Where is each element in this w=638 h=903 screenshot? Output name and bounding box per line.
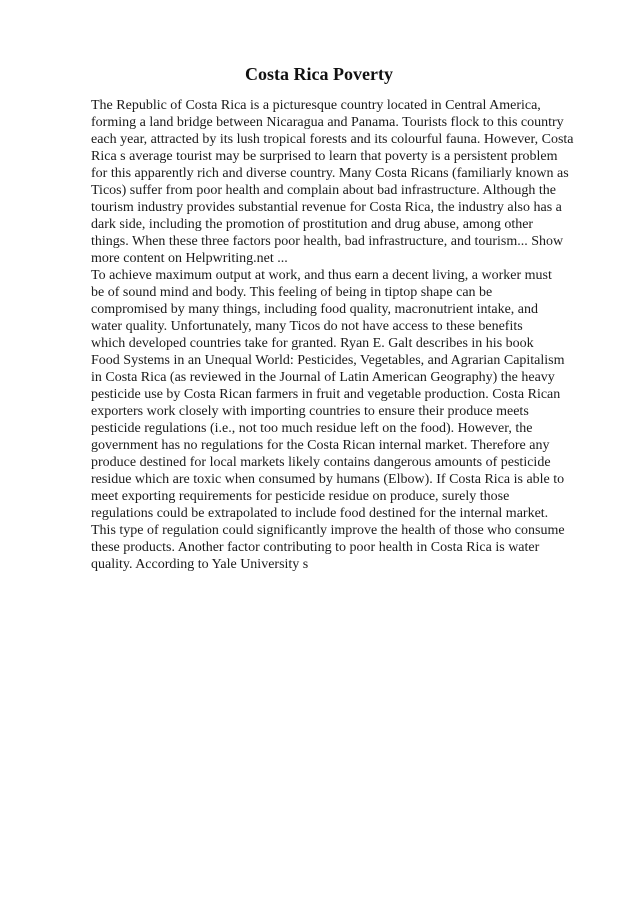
text-line: residue which are toxic when consumed by humans (Elbow). If Costa Rica is able to	[91, 472, 565, 487]
text-line: more content on Helpwriting.net ...	[91, 251, 288, 266]
text-line: compromised by many things, including food quality, macronutrient intake, and	[91, 302, 539, 317]
document-title: Costa Rica Poverty	[245, 64, 393, 84]
document-body	[91, 97, 574, 573]
text-line: each year, attracted by its lush tropical forests and its colourful fauna. However, Costa	[91, 132, 574, 147]
text-line: pesticide regulations (i.e., not too much residue left on the food). However, the	[91, 421, 533, 436]
text-line: This type of regulation could significantly improve the health of those who consume	[91, 523, 565, 538]
text-line: Ticos) suffer from poor health and complain about bad infrastructure. Although the	[91, 183, 557, 198]
text-line: in Costa Rica (as reviewed in the Journal of Latin American Geography) the heavy	[91, 370, 555, 385]
text-line: pesticide use by Costa Rican farmers in fruit and vegetable production. Costa Rican	[91, 387, 561, 402]
text-line: exporters work closely with importing countries to ensure their produce meets	[91, 404, 529, 419]
text-line: meet exporting requirements for pesticide residue on produce, surely those	[91, 489, 510, 504]
text-line: The Republic of Costa Rica is a picturesque country located in Central America,	[91, 98, 541, 113]
text-line: tourism industry provides substantial revenue for Costa Rica, the industry also has a	[91, 200, 562, 215]
text-line: these products. Another factor contributing to poor health in Costa Rica is water	[91, 540, 540, 555]
text-line: things. When these three factors poor health, bad infrastructure, and tourism... Show	[91, 234, 564, 249]
text-line: produce destined for local markets likely contains dangerous amounts of pesticide	[91, 455, 551, 470]
text-line: dark side, including the promotion of prostitution and drug abuse, among other	[91, 217, 534, 232]
text-line: government has no regulations for the Costa Rican internal market. Therefore any	[91, 438, 550, 453]
text-line: for this apparently rich and diverse country. Many Costa Ricans (familiarly known as	[91, 166, 569, 181]
text-line: be of sound mind and body. This feeling of being in tiptop shape can be	[91, 285, 493, 300]
text-line: which developed countries take for granted. Ryan E. Galt describes in his book	[91, 336, 534, 351]
text-line: Rica s average tourist may be surprised to learn that poverty is a persistent problem	[91, 149, 558, 164]
text-line: quality. According to Yale University s	[91, 557, 309, 572]
text-line: Food Systems in an Unequal World: Pesticides, Vegetables, and Agrarian Capitalism	[91, 353, 565, 368]
text-line: To achieve maximum output at work, and thus earn a decent living, a worker must	[91, 268, 552, 283]
text-line: water quality. Unfortunately, many Ticos do not have access to these benefits	[91, 319, 523, 334]
text-line: forming a land bridge between Nicaragua and Panama. Tourists flock to this country	[91, 115, 564, 130]
text-line: regulations could be extrapolated to include food destined for the internal market.	[91, 506, 549, 521]
